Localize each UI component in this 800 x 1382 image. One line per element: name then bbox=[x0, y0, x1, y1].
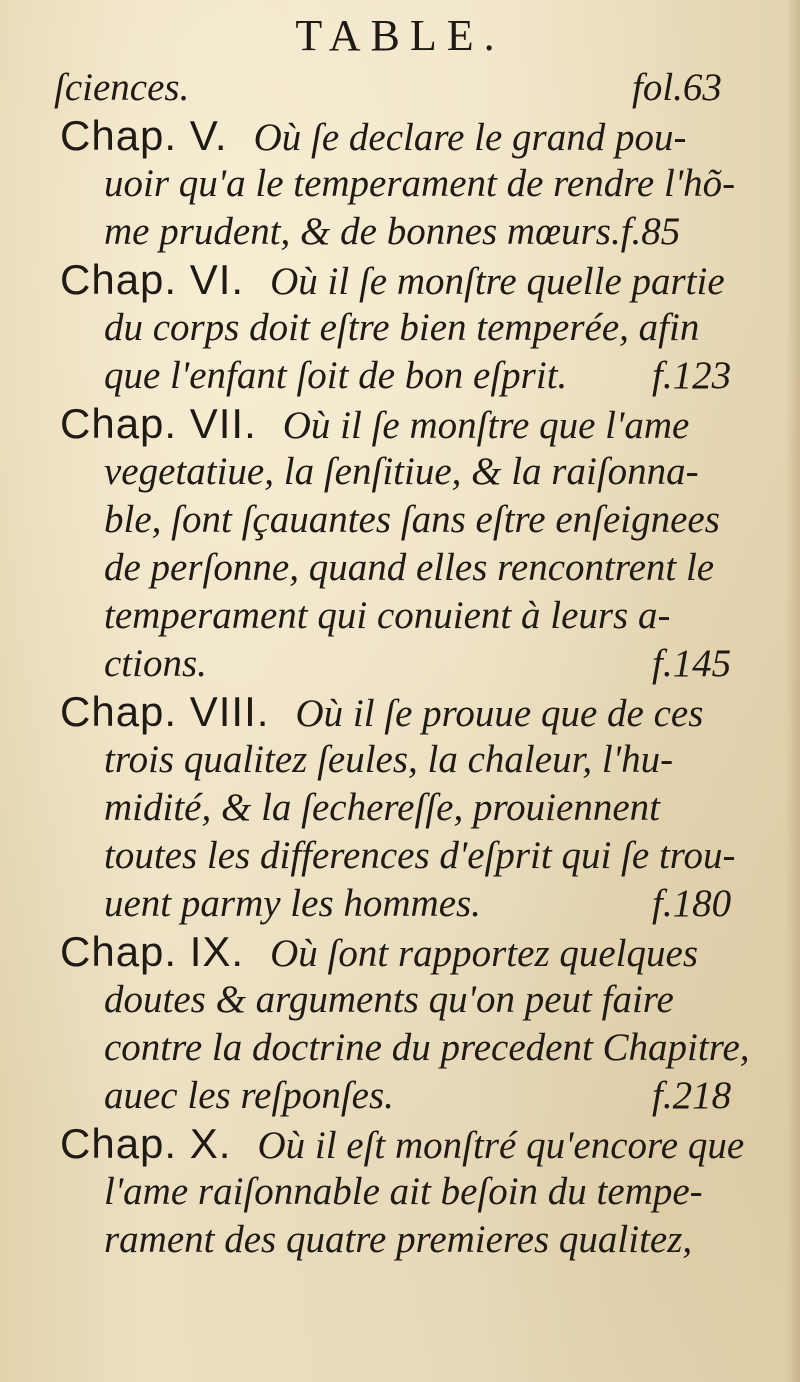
chapter-10-line-1 bbox=[60, 1120, 744, 1170]
chapter-10-line-3: rament des quatre premieres qualitez, bbox=[104, 1218, 693, 1261]
chapter-8-line-4: toutes les differences d'eſprit qui ſe trou- bbox=[104, 834, 736, 877]
chapter-6-line-3: que l'enfant ſoit de bon eſprit. bbox=[104, 354, 568, 397]
chapter-7-line-2: vegetatiue, la ſenſitiue, & la raiſonna- bbox=[104, 450, 699, 493]
chapter-8-line-3: midité, & la ſechereſſe, prouiennent bbox=[104, 786, 660, 829]
chapter-10-heading: Chap. X. bbox=[60, 1120, 232, 1167]
chapter-9-line-4: auec les reſponſes. bbox=[104, 1074, 394, 1117]
chapter-6-line-1 bbox=[60, 256, 725, 306]
chapter-8-line-5: uent parmy les hommes. bbox=[104, 882, 481, 925]
chapter-9-text: Où ſont rapportez quelques bbox=[270, 932, 699, 975]
chapter-7-text: Où il ſe monſtre que l'ame bbox=[282, 404, 690, 447]
chapter-9-folio: f.218 bbox=[652, 1074, 732, 1117]
chapter-10-text: Où il eſt monſtré qu'encore que bbox=[257, 1124, 745, 1167]
carryover-folio: fol.63 bbox=[632, 66, 722, 109]
chapter-7-folio: f.145 bbox=[652, 642, 732, 685]
chapter-9-line-2: doutes & arguments qu'on peut faire bbox=[104, 978, 674, 1021]
chapter-5-line-1 bbox=[60, 112, 686, 162]
chapter-7-line-5: temperament qui conuient à leurs a- bbox=[104, 594, 671, 637]
chapter-5-text: Où ſe declare le grand pou- bbox=[253, 116, 687, 159]
chapter-9-heading: Chap. IX. bbox=[60, 928, 245, 975]
chapter-7-line-3: ble, ſont ſçauantes ſans eſtre enſeignees bbox=[104, 498, 720, 541]
chapter-7-line-1 bbox=[60, 400, 689, 450]
chapter-10-line-2: l'ame raiſonnable ait beſoin du tempe- bbox=[104, 1170, 703, 1213]
chapter-5-line-3: me prudent, & de bonnes mœurs.f.85 bbox=[104, 210, 681, 253]
chapter-7-heading: Chap. VII. bbox=[60, 400, 257, 447]
chapter-6-text: Où il ſe monſtre quelle partie bbox=[270, 260, 725, 303]
chapter-6-heading: Chap. VI. bbox=[60, 256, 245, 303]
chapter-6-line-2: du corps doit eſtre bien temperée, afin bbox=[104, 306, 700, 349]
chapter-8-heading: Chap. VIII. bbox=[60, 688, 270, 735]
chapter-8-text: Où il ſe prouue que de ces bbox=[295, 692, 704, 735]
chapter-9-line-1 bbox=[60, 928, 698, 978]
chapter-6-folio: f.123 bbox=[652, 354, 732, 397]
carryover-text: ſciences. bbox=[54, 66, 190, 109]
chapter-7-line-4: de perſonne, quand elles rencontrent le bbox=[104, 546, 715, 589]
chapter-9-line-3: contre la doctrine du precedent Chapitre, bbox=[104, 1026, 750, 1069]
chapter-5-line-2: uoir qu'a le temperament de rendre l'hõ- bbox=[104, 162, 736, 205]
chapter-5-heading: Chap. V. bbox=[60, 112, 228, 159]
page-edge-shadow bbox=[786, 0, 800, 1382]
chapter-8-folio: f.180 bbox=[652, 882, 732, 925]
running-head: TABLE. bbox=[295, 11, 505, 60]
chapter-7-line-6: ctions. bbox=[104, 642, 207, 685]
chapter-8-line-1 bbox=[60, 688, 703, 738]
chapter-8-line-2: trois qualitez ſeules, la chaleur, l'hu- bbox=[104, 738, 674, 781]
